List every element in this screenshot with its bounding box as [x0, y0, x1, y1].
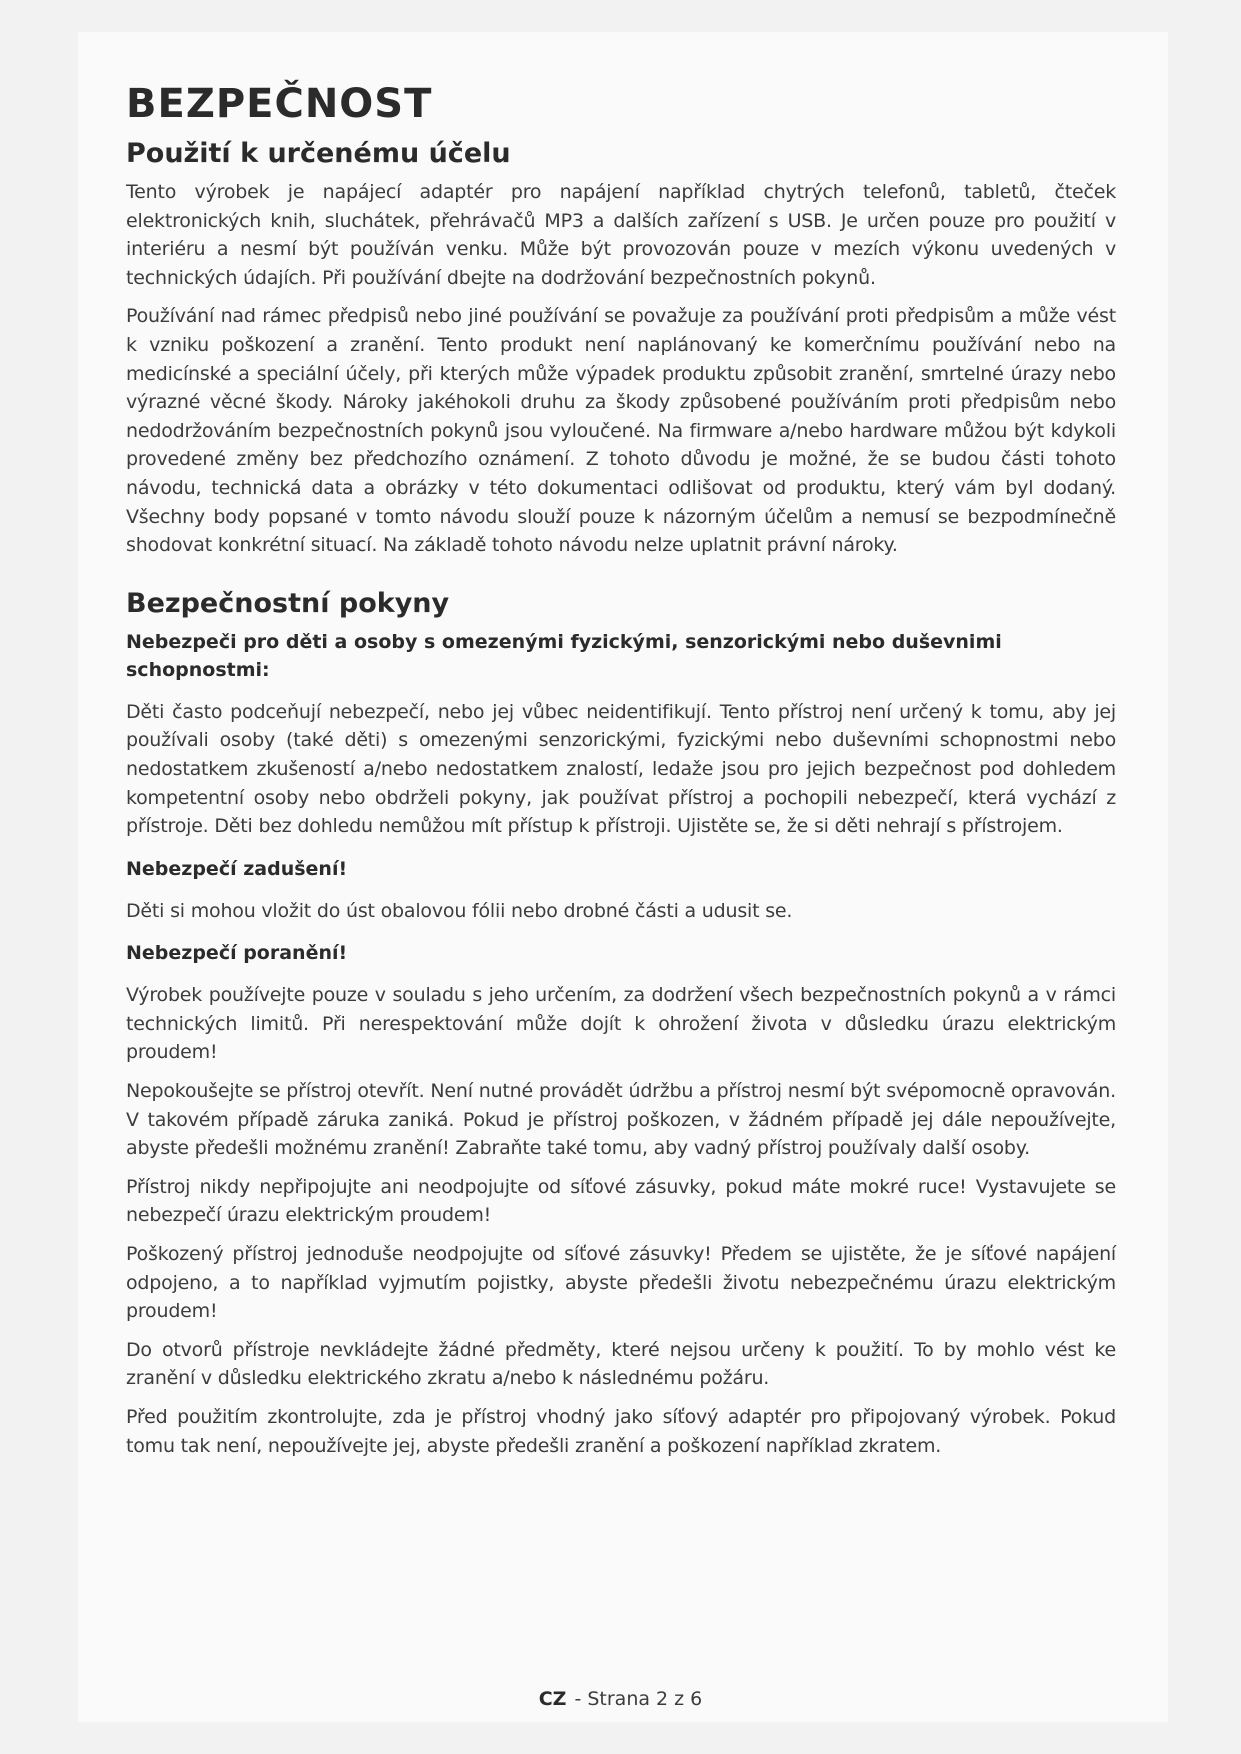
paragraph-intended-use-1: Tento výrobek je napájecí adaptér pro napájení například chytrých telefonů, tabletů, čteček elektronických knih, sluchátek, přehrávačů MP3 a dalších zařízení s USB. Je určen pouze pro použití v interiéru a nesmí být používán venku. Může být provozován pouze v mezích výkonu uvedených v technických údajích. Při používání dbejte na dodržování bezpečnostních pokynů.: [126, 181, 1116, 289]
section-heading-safety-instructions: Bezpečnostní pokyny: [126, 587, 450, 619]
paragraph-injury-6: Před použitím zkontrolujte, zda je přístroj vhodný jako síťový adaptér pro připojovaný výrobek. Pokud tomu tak není, nepoužívejte jej, abyste předešli zranění a poškození například zkratem.: [126, 1406, 1116, 1457]
paragraph-injury-3: Přístroj nikdy nepřipojujte ani neodpojujte od síťové zásuvky, pokud máte mokré ruce! Vystavujete se nebezpečí úrazu elektrickým proudem!: [126, 1175, 1116, 1227]
document-content: [126, 70, 1116, 1470]
paragraph-injury-4: Poškozený přístroj jednoduše neodpojujte od síťové zásuvky! Předem se ujistěte, že je síťové napájení odpojeno, a to například vyjmutím pojistky, abyste předešli životu nebezpečnému úrazu elektrickým proudem!: [126, 1243, 1116, 1323]
paragraph-suffocation: Děti si mohou vložit do úst obalovou fólii nebo drobné části a udusit se.: [126, 899, 793, 922]
page-footer: [0, 1688, 1241, 1710]
paragraph-injury-5: Do otvorů přístroje nevkládejte žádné předměty, které nejsou určeny k použití. To by mohlo vést ke zranění v důsledku elektrického zkratu a/nebo k následnému požáru.: [126, 1338, 1116, 1390]
footer-page-number: - Strana 2 z 6: [574, 1688, 703, 1710]
subheading-suffocation: Nebezpečí zadušení!: [126, 857, 348, 880]
section-heading-intended-use: Použití k určenému účelu: [126, 138, 511, 169]
paragraph-intended-use-2: Používání nad rámec předpisů nebo jiné používání se považuje za používání proti předpisům a může vést k vzniku poškození a zranění. Tento produkt není naplánovaný ke komerčnímu používání nebo na medicínské a speciální účely, při kterých může výpadek produktu způsobit zranění, smrtelné úrazy nebo výrazné věcné škody. Nároky jakéhokoli druhu za škody způsobené používáním proti předpisům nebo nedodržováním bezpečnostních pokynů jsou vyloučené. Na firmware a/nebo hardware můžou být kdykoli provedené změny bez předchozího oznámení. Z tohoto důvodu je možné, že se budou části tohoto návodu, technická data a obrázky v této dokumentaci odlišovat od produktu, který vám byl dodaný. Všechny body popsané v tomto návodu slouží pouze k názorným účelům a nemusí se bezpodmínečně shodovat konkrétní situací. Na základě tohoto návodu nelze uplatnit právní nároky.: [126, 305, 1116, 557]
paragraph-injury-2: Nepokoušejte se přístroj otevřít. Není nutné provádět údržbu a přístroj nesmí být svépomocně opravován. V takovém případě záruka zaniká. Pokud je přístroj poškozen, v žádném případě jej dále nepoužívejte, abyste předešli možnému zranění! Zabraňte také tomu, aby vadný přístroj používaly další osoby.: [126, 1080, 1116, 1160]
subheading-children-danger: Nebezpeči pro děti a osoby s omezenými fyzickými, senzorickými nebo duševnimi schopnostmi:: [126, 630, 1002, 681]
paragraph-children-danger: Děti často podceňují nebezpečí, nebo jej vůbec neidentifikují. Tento přístroj není určený k tomu, aby jej používali osoby (také děti) s omezenými senzorickými, fyzickými nebo duševními schopnostmi nebo nedostatkem zkušeností a/nebo nedostatkem znalostí, ledaže jsou pro jejich bezpečnost pod dohledem kompetentní osoby nebo obdrželi pokyny, jak používat přístroj a pochopili nebezpečí, která vychází z přístroje. Děti bez dohledu nemůžou mít přístup k přístroji. Ujistěte se, že si děti nehrají s přístrojem.: [126, 700, 1116, 838]
footer-language-code: CZ: [538, 1688, 567, 1710]
page-title: BEZPEČNOST: [126, 81, 433, 127]
subheading-injury: Nebezpečí poranění!: [126, 942, 348, 965]
paragraph-injury-1: Výrobek používejte pouze v souladu s jeho určením, za dodržení všech bezpečnostních pokynů a v rámci technických limitů. Při nerespektování může dojít k ohrožení života v důsledku úrazu elektrickým proudem!: [126, 984, 1116, 1064]
